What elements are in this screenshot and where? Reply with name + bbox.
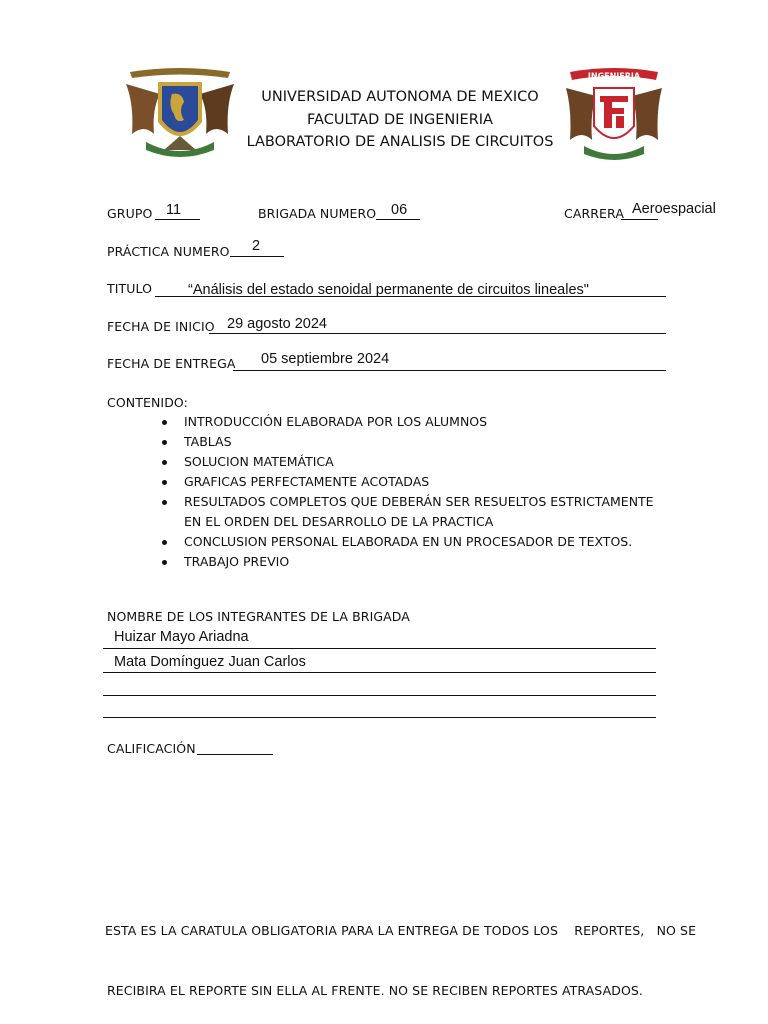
- calificacion-label: CALIFICACIÓN: [107, 741, 196, 756]
- carrera-label: CARRERA: [564, 206, 624, 221]
- practica-value: 2: [252, 238, 261, 254]
- bullet-icon: [162, 460, 167, 465]
- bullet-icon: [162, 440, 167, 445]
- list-item-continuation: EN EL ORDEN DEL DESARROLLO DE LA PRACTICA: [184, 514, 494, 529]
- contenido-label: CONTENIDO:: [107, 395, 188, 410]
- bullet-icon: [162, 540, 167, 545]
- brigada-label: BRIGADA NUMERO: [258, 206, 377, 221]
- fecha-entrega-value: 05 septiembre 2024: [261, 351, 390, 367]
- grupo-value: 11: [166, 202, 182, 218]
- footer-line-1: ESTA ES LA CARATULA OBLIGATORIA PARA LA ENTREGA DE TODOS LOS REPORTES, NO SE: [105, 923, 697, 938]
- list-item: RESULTADOS COMPLETOS QUE DEBERÁN SER RESUELTOS ESTRICTAMENTE: [184, 492, 664, 512]
- fecha-inicio-value: 29 agosto 2024: [227, 316, 327, 332]
- integrante-line-1: [103, 648, 656, 649]
- ingenieria-banner-text: INGENIERIA: [587, 71, 641, 81]
- integrantes-label: NOMBRE DE LOS INTEGRANTES DE LA BRIGADA: [107, 609, 410, 624]
- list-item: GRAFICAS PERFECTAMENTE ACOTADAS: [184, 472, 664, 492]
- practica-label: PRÁCTICA NUMERO: [107, 244, 230, 259]
- titulo-value: “Análisis del estado senoidal permanente de circuitos lineales": [188, 282, 589, 298]
- header-lab: LABORATORIO DE ANALISIS DE CIRCUITOS: [246, 134, 554, 150]
- list-item: INTRODUCCIÓN ELABORADA POR LOS ALUMNOS: [184, 412, 664, 432]
- grupo-underline: [155, 219, 200, 220]
- bullet-icon: [162, 480, 167, 485]
- ingenieria-shield-icon: [564, 66, 664, 166]
- brigada-value: 06: [391, 202, 408, 218]
- list-item: TABLAS: [184, 432, 664, 452]
- bullet-icon: [162, 420, 167, 425]
- header-block: [240, 86, 560, 154]
- list-item: TRABAJO PREVIO: [184, 552, 664, 572]
- header-faculty: FACULTAD DE INGENIERIA: [307, 111, 493, 128]
- footer-note: [105, 881, 696, 1021]
- contenido-list: [184, 412, 664, 572]
- fecha-entrega-underline: [233, 370, 666, 371]
- bullet-icon: [162, 500, 167, 505]
- calificacion-underline: [197, 754, 273, 755]
- grupo-label: GRUPO: [107, 206, 153, 221]
- integrante-line-3: [103, 695, 656, 696]
- carrera-underline: [621, 219, 658, 220]
- integrante-line-4: [103, 717, 656, 718]
- integrante-line-2: [103, 672, 656, 673]
- bullet-icon: [162, 560, 167, 565]
- list-item: CONCLUSION PERSONAL ELABORADA EN UN PROCESADOR DE TEXTOS.: [184, 532, 664, 552]
- integrante-name-1: Huizar Mayo Ariadna: [114, 629, 249, 645]
- unam-shield-icon: [124, 64, 236, 164]
- carrera-value: Aeroespacial: [632, 201, 716, 217]
- list-item: SOLUCION MATEMÁTICA: [184, 452, 664, 472]
- fecha-entrega-label: FECHA DE ENTREGA: [107, 356, 236, 371]
- titulo-label: TITULO: [107, 281, 153, 296]
- fecha-inicio-underline: [209, 333, 666, 334]
- brigada-underline: [376, 219, 420, 220]
- footer-line-2: RECIBIRA EL REPORTE SIN ELLA AL FRENTE. NO SE RECIBEN REPORTES ATRASADOS.: [107, 983, 643, 998]
- fecha-inicio-label: FECHA DE INICIO: [107, 319, 215, 334]
- integrante-name-2: Mata Domínguez Juan Carlos: [114, 654, 306, 670]
- practica-underline: [230, 256, 284, 257]
- header-university: UNIVERSIDAD AUTONOMA DE MEXICO: [261, 89, 539, 105]
